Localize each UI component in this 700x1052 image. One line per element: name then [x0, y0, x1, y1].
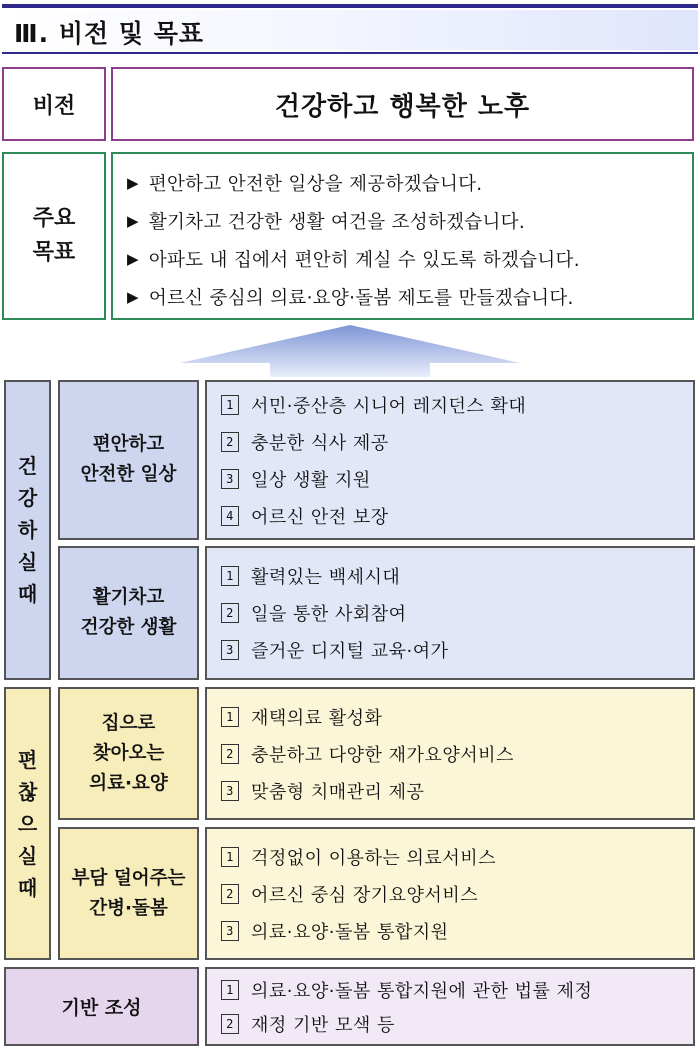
section-title-char: 실 — [17, 843, 38, 868]
group-label-line: 집으로 — [101, 712, 156, 734]
section-title: Ⅲ. 비전 및 목표 — [14, 19, 204, 48]
item-text: 즐거운 디지털 교육·여가 — [251, 641, 449, 662]
group-label-line: 건강한 생활 — [80, 617, 177, 638]
header-top-line — [2, 4, 698, 8]
section-title-char: 건 — [17, 454, 38, 478]
goal-item — [127, 202, 692, 240]
list-item — [221, 386, 693, 423]
number-box: 2 — [221, 1014, 239, 1034]
section-header — [0, 0, 700, 56]
number-box: 1 — [221, 980, 239, 1000]
group-items — [205, 380, 695, 540]
number-box: 2 — [221, 603, 239, 623]
number-box: 1 — [221, 707, 239, 727]
number-box: 1 — [221, 395, 239, 415]
list-item — [221, 875, 693, 912]
group-label — [58, 546, 199, 680]
section-title-char: 편 — [17, 747, 38, 772]
vision-text: 건강하고 행복한 노후 — [111, 67, 694, 141]
group-label-line: 의료·요양 — [89, 772, 168, 794]
list-item — [221, 460, 693, 497]
list-item — [221, 497, 693, 534]
goal-item — [127, 240, 692, 278]
item-text: 어르신 중심 장기요양서비스 — [251, 884, 479, 906]
number-box: 3 — [221, 781, 239, 801]
up-arrow-icon — [180, 325, 520, 377]
section-title-char: 강 — [17, 486, 38, 510]
list-item — [221, 772, 693, 809]
number-box: 1 — [221, 566, 239, 586]
goals-label-line: 주요 — [32, 206, 76, 231]
number-box: 3 — [221, 921, 239, 941]
goals-label — [2, 152, 106, 320]
group-label-line: 찾아오는 — [92, 742, 165, 764]
section-title-char: 하 — [17, 518, 38, 542]
goal-text: 아파도 내 집에서 편안히 계실 수 있도록 하겠습니다. — [148, 250, 580, 271]
group-items — [205, 827, 695, 960]
number-box: 1 — [221, 847, 239, 867]
item-text: 충분한 식사 제공 — [251, 432, 389, 454]
group-label-line: 부담 덜어주는 — [71, 867, 186, 889]
goal-text: 편안하고 안전한 일상을 제공하겠습니다. — [148, 174, 483, 195]
list-item — [221, 973, 693, 1007]
number-box: 2 — [221, 432, 239, 452]
section-title-unwell — [4, 687, 51, 960]
group-label-line: 편안하고 — [92, 434, 165, 455]
list-item — [221, 558, 693, 595]
number-box: 4 — [221, 506, 239, 526]
item-text: 의료·요양·돌봄 통합지원 — [251, 921, 449, 943]
group-items — [205, 687, 695, 820]
vision-label: 비전 — [2, 67, 106, 141]
item-text: 의료·요양·돌봄 통합지원에 관한 법률 제정 — [251, 980, 593, 1002]
item-text: 걱정없이 이용하는 의료서비스 — [251, 847, 496, 869]
group-label — [58, 687, 199, 820]
section-title-char: 실 — [17, 550, 38, 574]
goal-item — [127, 278, 692, 316]
item-text: 활력있는 백세시대 — [251, 567, 401, 588]
triangle-bullet-icon: ▶ — [127, 250, 139, 268]
group-items — [205, 546, 695, 680]
section-title-char: 때 — [17, 875, 38, 900]
item-text: 재정 기반 모색 등 — [251, 1014, 395, 1036]
item-text: 충분하고 다양한 재가요양서비스 — [251, 744, 514, 766]
header-bottom-line — [2, 52, 698, 54]
goals-label-line: 목표 — [32, 240, 76, 265]
item-text: 일을 통한 사회참여 — [251, 604, 407, 625]
group-label-line: 활기차고 — [92, 587, 165, 608]
list-item — [221, 735, 693, 772]
group-label — [58, 380, 199, 540]
section-title-char: 으 — [17, 811, 38, 836]
goals-list — [111, 152, 694, 320]
list-item — [221, 423, 693, 460]
number-box: 3 — [221, 640, 239, 660]
item-text: 일상 생활 지원 — [251, 469, 371, 491]
list-item — [221, 632, 693, 669]
section-title-char: 찮 — [17, 779, 38, 804]
goal-item — [127, 164, 692, 202]
goal-text: 활기차고 건강한 생활 여건을 조성하겠습니다. — [148, 212, 525, 233]
foundation-items — [205, 967, 695, 1046]
list-item — [221, 912, 693, 949]
list-item — [221, 838, 693, 875]
foundation-label: 기반 조성 — [4, 967, 199, 1046]
list-item — [221, 595, 693, 632]
list-item — [221, 698, 693, 735]
group-label-line: 안전한 일상 — [80, 464, 177, 485]
goal-text: 어르신 중심의 의료·요양·돌봄 제도를 만들겠습니다. — [148, 288, 574, 309]
item-text: 재택의료 활성화 — [251, 707, 383, 729]
group-label — [58, 827, 199, 960]
number-box: 3 — [221, 469, 239, 489]
item-text: 어르신 안전 보장 — [251, 506, 389, 528]
section-title-char: 때 — [17, 582, 38, 606]
number-box: 2 — [221, 884, 239, 904]
triangle-bullet-icon: ▶ — [127, 174, 139, 192]
section-title-healthy — [4, 380, 51, 680]
group-label-line: 간병·돌봄 — [89, 897, 168, 919]
triangle-bullet-icon: ▶ — [127, 288, 139, 306]
triangle-bullet-icon: ▶ — [127, 212, 139, 230]
item-text: 맞춤형 치매관리 제공 — [251, 781, 425, 803]
item-text: 서민·중산층 시니어 레지던스 확대 — [251, 395, 527, 417]
number-box: 2 — [221, 744, 239, 764]
list-item — [221, 1007, 693, 1041]
